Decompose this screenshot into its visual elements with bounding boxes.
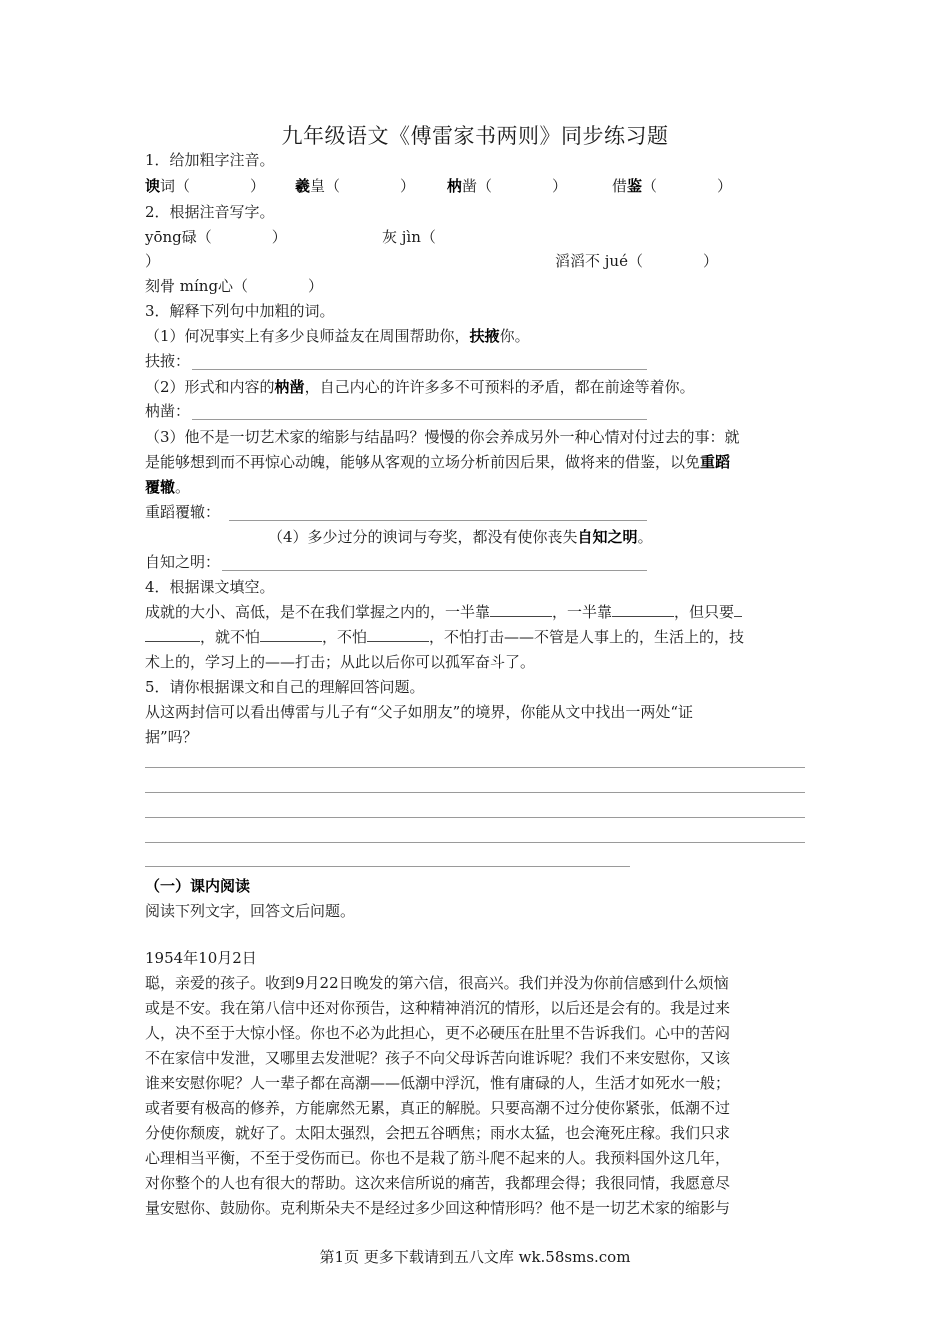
letter-line: 心理相当平衡，不至于受伤而已。你也不是栽了筋斗爬不起来的人。我预料国外这几年， bbox=[145, 1149, 731, 1167]
reading-instruction: 阅读下列文字，回答文后问题。 bbox=[145, 902, 356, 920]
q3-sentence-1: （1）何况事实上有多少良师益友在周围帮助你，扶掖你。 bbox=[145, 327, 530, 345]
q3-answer-1: 扶掖： bbox=[145, 352, 191, 370]
q1-item: 谀词（ ） bbox=[145, 177, 266, 195]
letter-line: 不在家信中发泄，又哪里去发泄呢？孩子不向父母诉苦向谁诉呢？我们不来安慰你，又该 bbox=[145, 1049, 731, 1067]
letter-line: 谁来安慰你呢？人一辈子都在高潮——低潮中浮沉，惟有庸碌的人，生活才如死水一般； bbox=[145, 1074, 731, 1092]
letter-line: 对你整个的人也有很大的帮助。这次来信所说的痛苦，我都理会得；我很同情，我愿意尽 bbox=[145, 1174, 731, 1192]
fill-blank bbox=[260, 627, 322, 642]
fill-blank bbox=[612, 602, 674, 617]
answer-line bbox=[145, 767, 805, 768]
letter-line: 分使你颓废，就好了。太阳太强烈，会把五谷晒焦；雨水太猛，也会淹死庄稼。我们只求 bbox=[145, 1124, 731, 1142]
q2-blank-a: yōng碌（ ） bbox=[145, 228, 287, 246]
q3-sentence-3-line3: 覆辙。 bbox=[145, 478, 191, 496]
answer-line bbox=[145, 842, 805, 843]
answer-line bbox=[229, 520, 647, 521]
answer-line bbox=[145, 792, 805, 793]
answer-line bbox=[145, 817, 805, 818]
letter-line: 量安慰你、鼓励你。克利斯朵夫不是经过多少回这种情形吗？他不是一切艺术家的缩影与 bbox=[145, 1199, 731, 1217]
q3-sentence-2: （2）形式和内容的枘凿，自己内心的许许多多不可预料的矛盾，都在前途等着你。 bbox=[145, 378, 695, 396]
q2-line2 bbox=[145, 248, 810, 274]
page-title: 九年级语文《傅雷家书两则》同步练习题 bbox=[281, 124, 669, 148]
reading-section-heading: （一）课内阅读 bbox=[145, 877, 251, 895]
q2-heading: 2．根据注音写字。 bbox=[145, 203, 275, 221]
q2-line3: 刻骨 míng心（ ） bbox=[145, 277, 324, 295]
q3-sentence-3-line1: （3）他不是一切艺术家的缩影与结晶吗？慢慢的你会养成另外一种心情对付过去的事：就 bbox=[145, 428, 740, 446]
q2-blank-c: 滔滔不 jué（ ） bbox=[555, 252, 718, 270]
q4-line2: ，就不怕 ，不怕 ，不怕打击——不管是人事上的，生活上的，技 bbox=[145, 624, 810, 650]
fill-blank bbox=[490, 602, 552, 617]
q5-heading: 5．请你根据课文和自己的理解回答问题。 bbox=[145, 678, 425, 696]
q1-items bbox=[145, 173, 810, 199]
fill-blank bbox=[734, 602, 742, 617]
letter-line: 人，决不至于大惊小怪。你也不必为此担心，更不必硬压在肚里不告诉我们。心中的苦闷 bbox=[145, 1024, 731, 1042]
q3-answer-4: 自知之明： bbox=[145, 553, 221, 571]
letter-date: 1954年10月2日 bbox=[145, 949, 257, 967]
answer-line bbox=[145, 866, 630, 867]
q1-item: 羲皇（ ） bbox=[295, 177, 416, 195]
q1-item: 枘凿（ ） bbox=[447, 177, 568, 195]
q3-sentence-4: （4）多少过分的谀词与夸奖，都没有使你丧失自知之明。 bbox=[268, 528, 653, 546]
q5-question-line2: 据”吗？ bbox=[145, 728, 198, 746]
q1-heading: 1．给加粗字注音。 bbox=[145, 151, 275, 169]
q1-item: 借鉴（ ） bbox=[612, 177, 733, 195]
q2-blank-b-end: ） bbox=[145, 252, 161, 270]
letter-line: 或是不安。我在第八信中还对你预告，这种精神消沉的情形，以后还是会有的。我是过来 bbox=[145, 999, 731, 1017]
answer-line bbox=[192, 419, 647, 420]
q4-heading: 4．根据课文填空。 bbox=[145, 578, 275, 596]
q3-sentence-3-line2: 是能够想到而不再惊心动魄，能够从客观的立场分析前因后果，做将来的借鉴，以免重蹈 bbox=[145, 453, 731, 471]
q2-line1 bbox=[145, 224, 810, 250]
answer-line bbox=[222, 570, 647, 571]
letter-line: 或者要有极高的修养，方能廓然无累，真正的解脱。只要高潮不过分使你紧张，低潮不过 bbox=[145, 1099, 731, 1117]
q2-blank-b: 灰 jìn（ bbox=[382, 228, 436, 246]
fill-blank bbox=[367, 627, 429, 642]
q4-line1: 成就的大小、高低，是不在我们掌握之内的，一半靠 ，一半靠 ，但只要 bbox=[145, 599, 810, 625]
q4-line3: 术上的，学习上的——打击；从此以后你可以孤军奋斗了。 bbox=[145, 653, 536, 671]
fill-blank bbox=[145, 627, 200, 642]
q3-answer-3: 重蹈覆辙： bbox=[145, 503, 221, 521]
letter-line: 聪，亲爱的孩子。收到9月22日晚发的第六信，很高兴。我们并没为你前信感到什么烦恼 bbox=[145, 974, 729, 992]
q5-question-line1: 从这两封信可以看出傅雷与儿子有“父子如朋友”的境界，你能从文中找出一两处“证 bbox=[145, 703, 694, 721]
answer-line bbox=[192, 369, 647, 370]
page-footer: 第1页 更多下载请到五八文库 wk.58sms.com bbox=[319, 1248, 631, 1266]
q3-answer-2: 枘凿： bbox=[145, 402, 191, 420]
q3-heading: 3．解释下列句中加粗的词。 bbox=[145, 302, 335, 320]
